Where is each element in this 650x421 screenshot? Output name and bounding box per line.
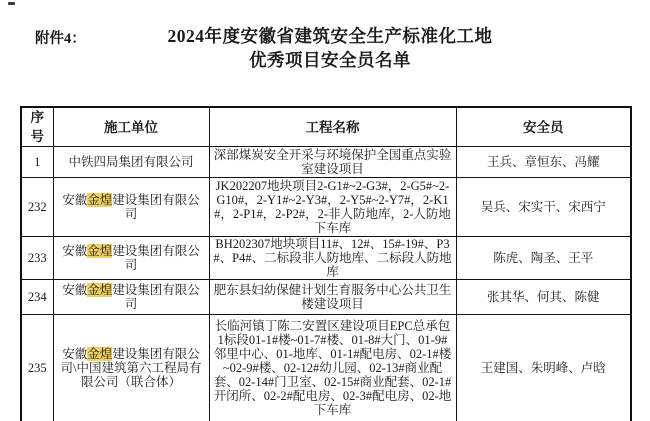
- company-cell: 安徽金煌建设集团有限公司: [53, 280, 209, 315]
- attachment-label: 附件4：: [35, 31, 86, 47]
- scan-artifact: [8, 2, 15, 5]
- officers-cell: 王兵、章恒东、冯耀: [456, 147, 631, 178]
- search-highlight: 金煌: [87, 244, 113, 258]
- table-row: [21, 237, 631, 280]
- project-cell: JK202207地块项目2-G1#~2-G3#，2-G5#~2-G10#，2-Y1#~2-Y3#，2-Y5#~2-Y7#，2-K1#，2-P1#，2-P2#，2-非人防地库，2-人防地下车库: [209, 178, 456, 237]
- project-cell: 长临河镇丁陈二安置区建设项目EPC总承包1标段01-1#楼~01-7#楼、01-8#大门、01-9#邻里中心、01-地库、01-1#配电房、02-1#楼~02-9#楼、02-12#幼儿园、02-13#商业配套、02-14#门卫室、02-15#商业配套、02-1#开闭所、02-2#配电房、02-3#配电房、02-地下车库: [209, 315, 456, 421]
- search-highlight: 金煌: [87, 193, 113, 207]
- project-cell: BH202307地块项目11#、12#、15#-19#、P3#、P4#、二标段非人防地库、二标段人防地库: [209, 237, 456, 280]
- serial-cell: 232: [21, 178, 53, 237]
- table-header-row: [21, 107, 631, 147]
- officers-cell: 陈虎、陶圣、王平: [456, 237, 631, 280]
- serial-cell: 235: [21, 315, 53, 421]
- header-officers: 安全员: [456, 107, 631, 147]
- title-line-2: 优秀项目安全员名单: [249, 49, 411, 70]
- officers-cell: 王建国、朱明峰、卢晗: [456, 315, 631, 421]
- table-row: [21, 147, 631, 178]
- company-cell: 安徽金煌建设集团有限公司: [53, 237, 209, 280]
- company-cell: 安徽金煌建设集团有限公司: [53, 178, 209, 237]
- header-project: 工程名称: [209, 107, 456, 147]
- document-title: [30, 25, 630, 72]
- title-line-1: 2024年度安徽省建筑安全生产标准化工地: [167, 26, 493, 46]
- officers-cell: 吴兵、宋实干、宋西宁: [456, 178, 631, 237]
- serial-cell: 1: [21, 147, 53, 178]
- search-highlight: 金煌: [87, 283, 113, 297]
- serial-cell: 233: [21, 237, 53, 280]
- safety-officer-table: [20, 106, 632, 421]
- table-body: [21, 147, 631, 421]
- company-cell: 中铁四局集团有限公司: [53, 147, 209, 178]
- officers-cell: 张其华、何其、陈健: [456, 280, 631, 315]
- table-row: [21, 178, 631, 237]
- project-cell: 深部煤炭安全开采与环境保护全国重点实验室建设项目: [209, 147, 456, 178]
- header-company: 施工单位: [53, 107, 209, 147]
- header-serial: 序号: [21, 107, 53, 147]
- search-highlight: 金煌: [87, 346, 113, 361]
- serial-cell: 234: [21, 280, 53, 315]
- project-cell: 肥东县妇幼保健计划生育服务中心公共卫生楼建设项目: [209, 280, 456, 315]
- company-cell: 安徽金煌建设集团有限公司\中国建筑第六工程局有限公司（联合体）: [53, 315, 209, 421]
- table-row: [21, 315, 631, 421]
- table-row: [21, 280, 631, 315]
